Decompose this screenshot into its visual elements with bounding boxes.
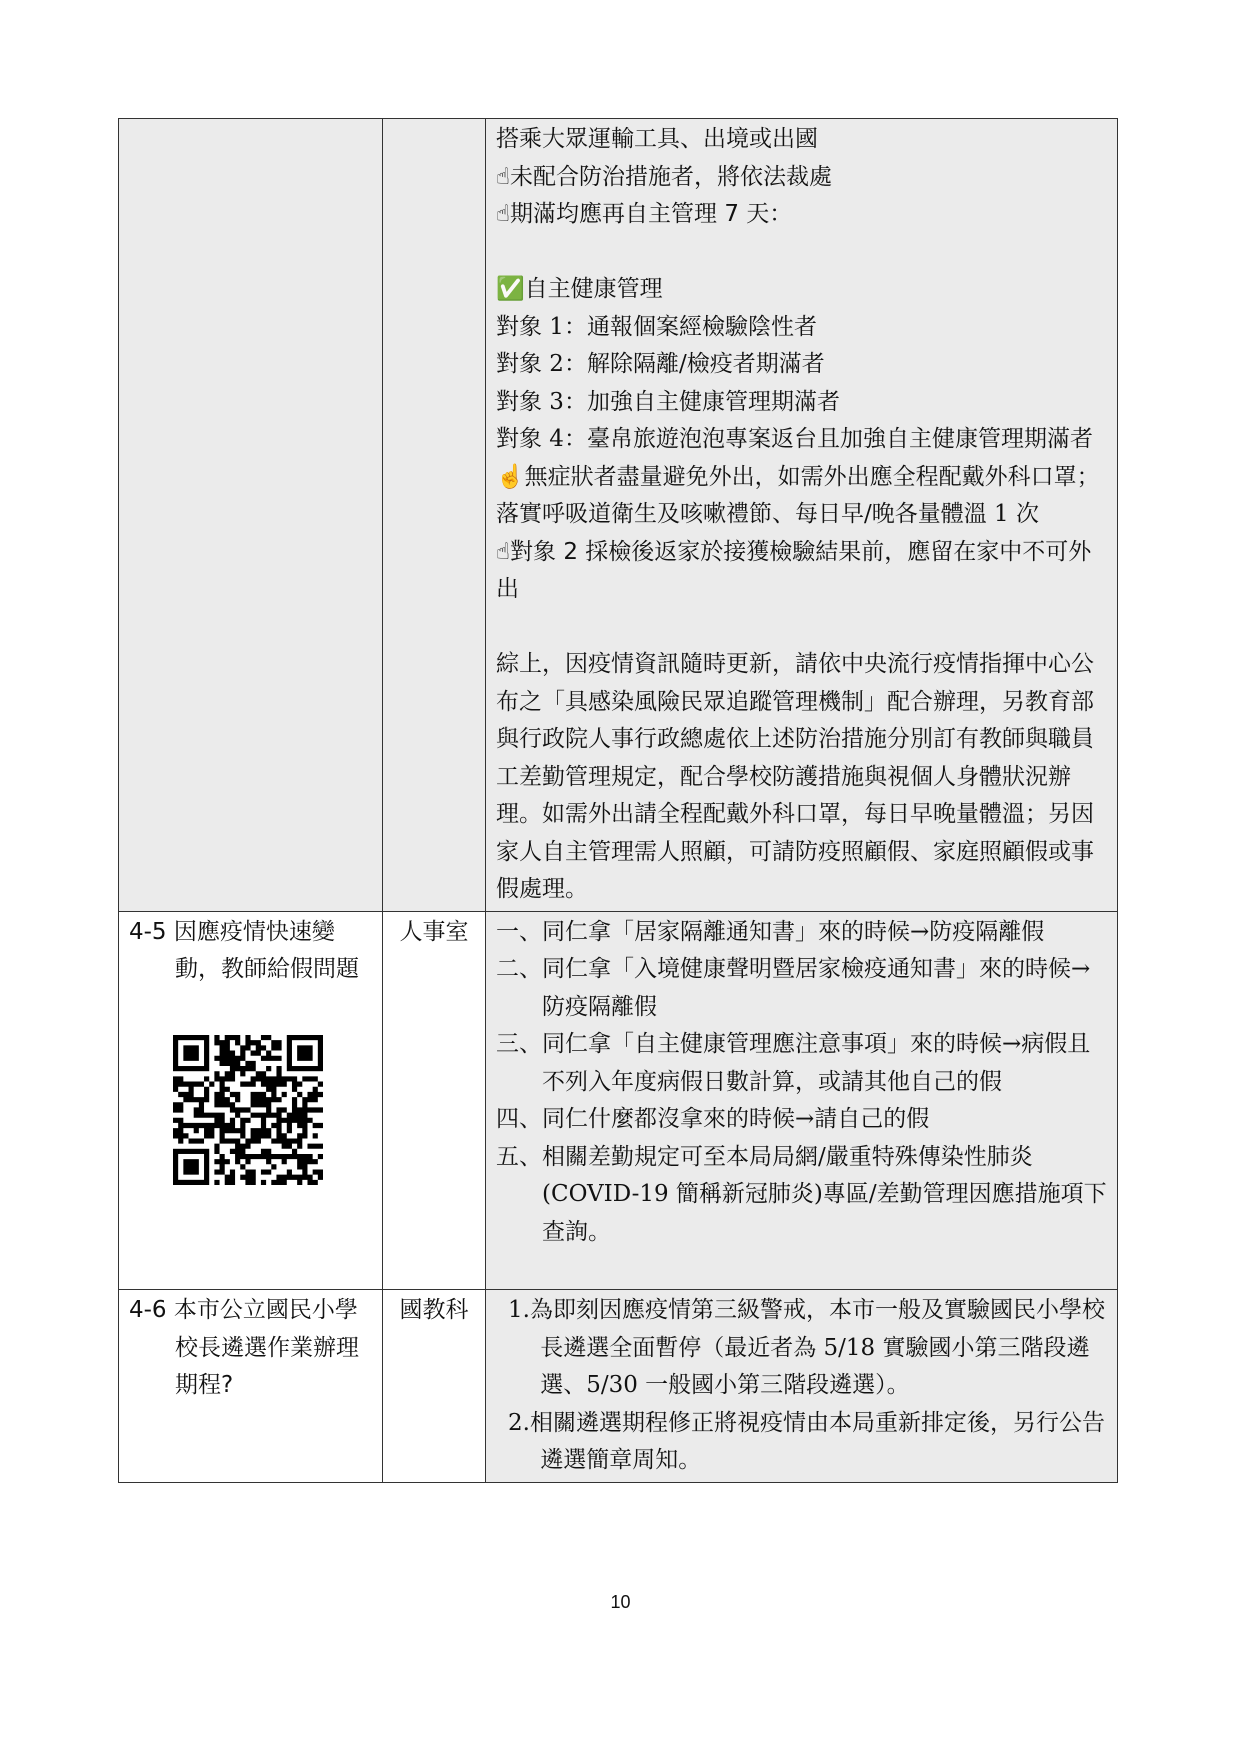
topic-cell xyxy=(119,119,383,912)
topic-title xyxy=(129,914,376,989)
unit-cell xyxy=(383,911,486,1290)
list-item: 三、同仁拿「自主健康管理應注意事項」來的時候→病假且不列入年度病假日數計算，或請其他自己的假 xyxy=(496,1031,1091,1095)
table-row-4-5 xyxy=(119,911,1118,1290)
topic-title xyxy=(129,1292,376,1405)
answer-cell xyxy=(486,911,1118,1290)
list-item: 二、同仁拿「入境健康聲明暨居家檢疫通知書」來的時候→防疫隔離假 xyxy=(496,956,1091,1020)
unit-label: 人事室 xyxy=(399,918,469,945)
topic-text: 本市公立國民小學校長遴選作業辦理期程? xyxy=(173,1297,359,1398)
target-item: 對象 3：加強自主健康管理期滿者 xyxy=(496,388,840,415)
answer-cell xyxy=(486,119,1118,912)
answer-cell xyxy=(486,1290,1118,1483)
answer-line: ☝未配合防治措施者，將依法裁處 xyxy=(496,163,833,190)
table-row-4-6 xyxy=(119,1290,1118,1483)
note-item: ☝無症狀者盡量避免外出，如需外出應全程配戴外科口罩；落實呼吸道衛生及咳嗽禮節、每日早/晚各量體溫 1 次 xyxy=(496,463,1100,527)
note-item: ☝對象 2 採檢後返家於接獲檢驗結果前，應留在家中不可外出 xyxy=(496,538,1092,602)
table-row-continuation xyxy=(119,119,1118,912)
page-number: 10 xyxy=(610,1592,631,1612)
topic-text: 因應疫情快速變動，教師給假問題 xyxy=(173,918,359,982)
summary-paragraph: 綜上，因疫情資訊隨時更新，請依中央流行疫情指揮中心公布之「具感染風險民眾追蹤管理機制」配合辦理，另教育部與行政院人事行政總處依上述防治措施分別訂有教師與職員工差勤管理規定，配合學校防護措施與視個人身體狀況辦理。如需外出請全程配戴外科口罩，每日早晚量體溫；另因家人自主管理需人照顧，可請防疫照顧假、家庭照顧假或事假處理。 xyxy=(496,651,1094,902)
qr-code-icon xyxy=(163,1031,333,1189)
list-item: 一、同仁拿「居家隔離通知書」來的時候→防疫隔離假 xyxy=(496,918,1045,945)
health-management-heading: ✅自主健康管理 xyxy=(496,276,663,302)
target-item: 對象 4：臺帛旅遊泡泡專案返台且加強自主健康管理期滿者 xyxy=(496,426,1093,452)
unit-cell xyxy=(383,1290,486,1483)
list-item: 1.為即刻因應疫情第三級警戒，本市一般及實驗國民小學校長遴選全面暫停（最近者為 5/18 實驗國小第三階段遴選、5/30 一般國小第三階段遴選）。 xyxy=(508,1297,1105,1398)
topic-number: 4-5 xyxy=(129,918,167,945)
topic-cell xyxy=(119,1290,383,1483)
list-item: 2.相關遴選期程修正將視疫情由本局重新排定後，另行公告遴選簡章周知。 xyxy=(508,1409,1105,1473)
topic-cell xyxy=(119,911,383,1290)
answer-line: ☝期滿均應再自主管理 7 天： xyxy=(496,201,793,227)
list-item: 四、同仁什麼都沒拿來的時候→請自己的假 xyxy=(496,1106,930,1132)
list-item: 五、相關差勤規定可至本局局網/嚴重特殊傳染性肺炎(COVID-19 簡稱新冠肺炎)專區/差勤管理因應措施項下查詢。 xyxy=(496,1143,1107,1245)
answer-line: 搭乘大眾運輸工具、出境或出國 xyxy=(496,126,818,152)
target-item: 對象 2：解除隔離/檢疫者期滿者 xyxy=(496,351,825,377)
topic-number: 4-6 xyxy=(129,1297,167,1323)
target-item: 對象 1：通報個案經檢驗陰性者 xyxy=(496,313,817,340)
qa-table xyxy=(118,118,1118,1483)
unit-cell xyxy=(383,119,486,912)
unit-label: 國教科 xyxy=(399,1297,469,1323)
